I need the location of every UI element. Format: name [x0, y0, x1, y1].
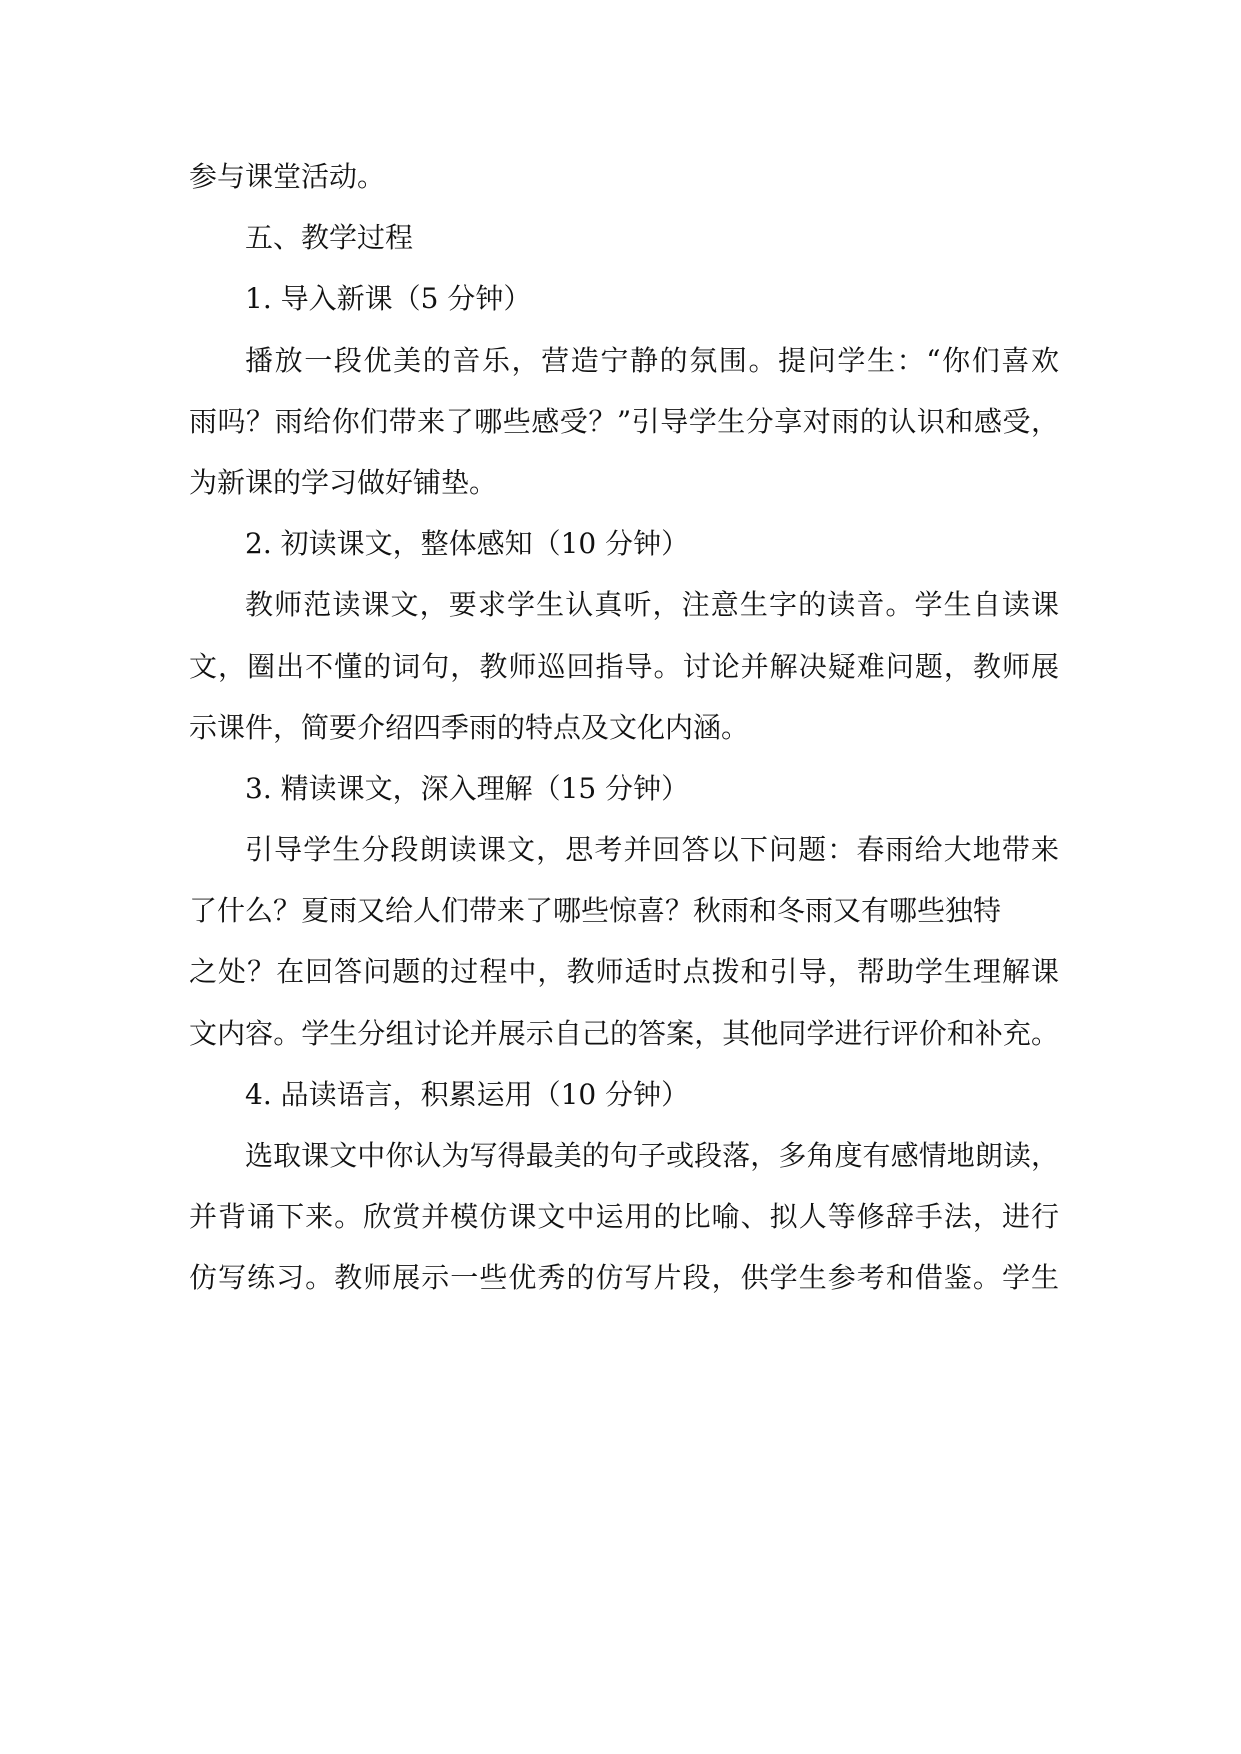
text-line	[189, 574, 1059, 635]
line-text: 雨吗？雨给你们带来了哪些感受？”引导学生分享对雨的认识和感受，	[189, 404, 1059, 438]
line-text: 3. 精读课文，深入理解（15 分钟）	[245, 771, 690, 805]
text-line	[189, 391, 1059, 452]
step-heading	[189, 1064, 1059, 1125]
line-text: 之处？在回答问题的过程中，教师适时点拨和引导，帮助学生理解课	[189, 955, 1059, 989]
step-heading	[189, 268, 1059, 329]
section-heading	[189, 207, 1059, 268]
line-text: 了什么？夏雨又给人们带来了哪些惊喜？秋雨和冬雨又有哪些独特	[189, 894, 1002, 928]
line-text: 播放一段优美的音乐，营造宁静的氛围。提问学生：“你们喜欢	[245, 343, 1059, 377]
line-text: 为新课的学习做好铺垫。	[189, 465, 498, 499]
text-line	[189, 819, 1059, 880]
text-line	[189, 146, 1059, 207]
step-heading	[189, 513, 1059, 574]
line-text: 文内容。学生分组讨论并展示自己的答案，其他同学进行评价和补充。	[189, 1016, 1059, 1050]
line-text: 4. 品读语言，积累运用（10 分钟）	[245, 1077, 690, 1111]
line-text: 选取课文中你认为写得最美的句子或段落，多角度有感情地朗读，	[245, 1139, 1059, 1172]
text-line	[189, 636, 1059, 697]
line-text: 五、教学过程	[245, 221, 414, 255]
text-line	[189, 1003, 1059, 1064]
text-line	[189, 1125, 1059, 1186]
step-heading	[189, 758, 1059, 819]
line-text: 并背诵下来。欣赏并模仿课文中运用的比喻、拟人等修辞手法，进行	[189, 1200, 1059, 1234]
text-line	[189, 330, 1059, 391]
text-line	[189, 880, 1059, 941]
line-text: 引导学生分段朗读课文，思考并回答以下问题：春雨给大地带来	[245, 833, 1059, 867]
line-text: 2. 初读课文，整体感知（10 分钟）	[245, 527, 690, 561]
text-line	[189, 452, 1059, 513]
line-text: 教师范读课文，要求学生认真听，注意生字的读音。学生自读课	[245, 588, 1059, 622]
text-line	[189, 941, 1059, 1002]
line-text: 仿写练习。教师展示一些优秀的仿写片段，供学生参考和借鉴。学生	[189, 1261, 1059, 1295]
line-text: 示课件，简要介绍四季雨的特点及文化内涵。	[189, 710, 750, 744]
text-line	[189, 697, 1059, 758]
document-body	[189, 146, 1059, 1309]
line-text: 文，圈出不懂的词句，教师巡回指导。讨论并解决疑难问题，教师展	[189, 649, 1059, 683]
text-line	[189, 1186, 1059, 1247]
line-text: 1. 导入新课（5 分钟）	[245, 282, 532, 316]
line-text: 参与课堂活动。	[189, 160, 386, 193]
text-line	[189, 1247, 1059, 1308]
